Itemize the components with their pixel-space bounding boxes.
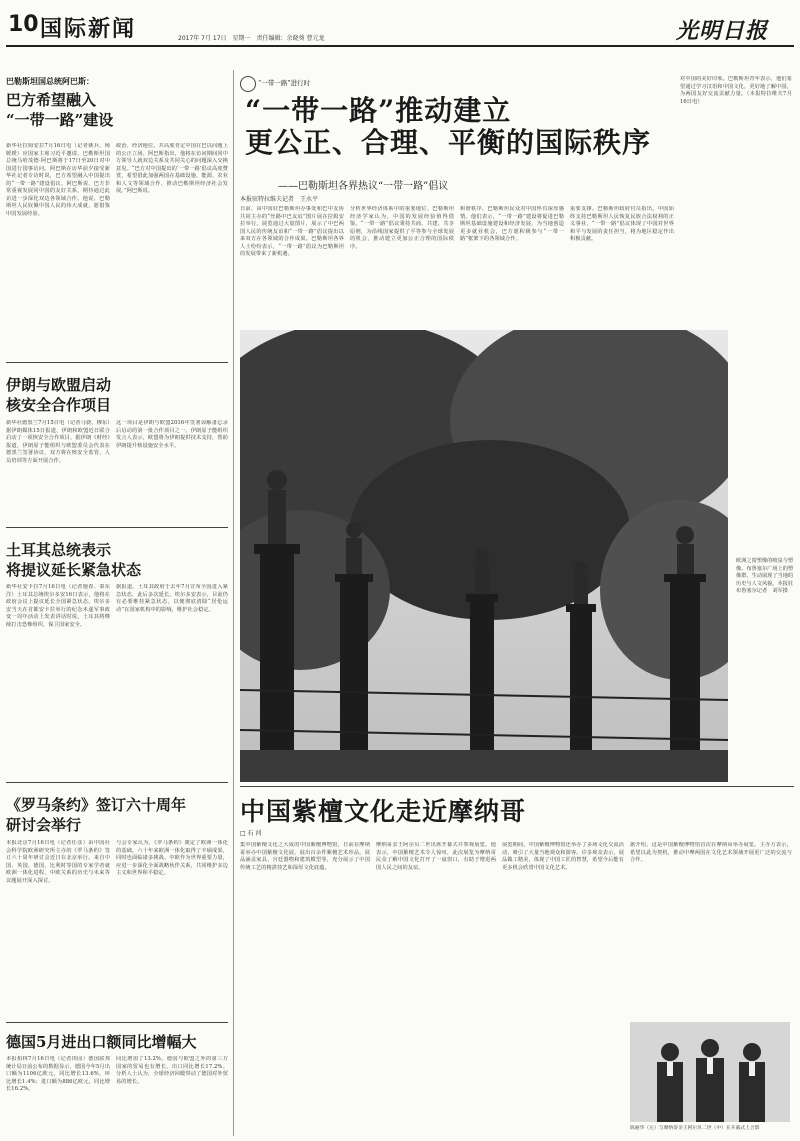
main-col2: 分析世界经济体系中的重要地位。巴勒斯坦经济学家认为，中国的发展经验值得借鉴。“一带一路”倡议秉持共商、共建、共享原则，为沿线国家提供了平等参与全球发展的机会，推动建立更加公正合理的国际秩序。	[350, 206, 454, 250]
people-illustration	[630, 1022, 790, 1122]
photo-caption: 欧洲之窗塑像的喷泉与塑像。布鲁塞尔广场上的塑像群，生动展现了当地的历史与人文风貌。本报驻布鲁塞尔记者 刘军摄	[736, 558, 794, 594]
main-col1: 日前，由中国驻巴勒斯坦办事处和巴中友协共同主办的“丝路中巴友谊”图片展在拉姆安拉举行。展览通过大量图片，展示了中巴两国人民的传统友谊和“一带一路”倡议提出以来双方在各领域的合作成果。巴勒斯坦各界人士纷纷表示，“一带一路”倡议为巴勒斯坦的发展带来了新机遇。	[240, 206, 344, 257]
section-title: 国际新闻	[40, 16, 137, 42]
article1-title-line: “一带一路”建设	[6, 111, 114, 129]
article5-title-line: 德国5月进出口额同比增幅大	[6, 1033, 197, 1051]
second-col4: 据介绍，这是中国紫檀博物馆首次在摩纳哥举办展览。主办方表示，希望以此为契机，推动中摩两国在文化艺术领域开展更广泛的交流与合作。	[630, 842, 792, 863]
article1-title	[6, 90, 228, 130]
article3-col1: 新华社安卡拉7月16日电（记者施春、秦东洋）土耳其总统埃尔多安16日表示，他将在政府会议上提议延长全国紧急状态。埃尔多安当天在首都安卡拉举行的纪念未遂军事政变一周年活动上发表讲话时说，土耳其将继续打击恐怖组织，保卫国家安全。	[6, 584, 110, 628]
main-subtitle: ——巴勒斯坦各界热议“一带一路”倡议	[278, 181, 449, 192]
column-divider	[233, 70, 234, 1136]
header-rule	[6, 45, 794, 47]
second-col1: 集中国紫檀文化之大成的中国紫檀博物馆，日前在摩纳哥举办中国紫檀文化展，展出百余件紫檀艺术珍品。展品涵盖家具、宫廷器物和建筑模型等，充分展示了中国传统工艺的精湛技艺和深厚文化底蕴。	[240, 842, 370, 871]
article4-title-line: 《罗马条约》签订六十周年	[6, 796, 187, 814]
paper-logo: 光明日报	[676, 18, 769, 44]
main-headline-line: “一带一路”推动建立	[245, 94, 512, 127]
article3-title-line: 将提议延长紧急状态	[6, 561, 142, 579]
article2-title	[6, 375, 228, 415]
masthead	[0, 0, 800, 50]
article5-col2: 同比增加了13.2%。德国与欧盟之外的第三方国家的贸易也有增长，出口同比增长17.2%。分析人士认为，全球经济回暖带动了德国对外贸易的增长。	[116, 1056, 228, 1085]
main-col4: 重要支撑。巴勒斯坦政府官员指出，中国始终支持巴勒斯坦人民恢复民族合法权利的正义事业，“一带一路”倡议体现了中国对世界和平与发展的责任担当，将为地区稳定作出积极贡献。	[570, 206, 674, 242]
article1-title-line: 巴方希望融入	[6, 91, 97, 109]
article3-title	[6, 540, 228, 580]
main-headline-line: 更公正、合理、平衡的国际秩序	[245, 126, 652, 159]
article4-title-line: 研讨会举行	[6, 816, 82, 834]
statue-photo	[240, 330, 728, 782]
divider	[6, 782, 228, 783]
article2-title-line: 伊朗与欧盟启动	[6, 376, 112, 394]
statue-illustration	[240, 330, 728, 782]
article4-col1: 本报北京7月16日电（记者任彦）由中国社会科学院欧洲研究所主办的《罗马条约》签订六十周年研讨会近日在北京举行。来自中国、英国、德国、比利时等国的专家学者就欧洲一体化进程、中欧关系的历史与未来等议题展开深入探讨。	[6, 840, 110, 884]
article3-col2: 据报道，土耳其政府于去年7月宣布全国进入紧急状态，此后多次延长。埃尔多安表示，目前仍有必要维持紧急状态，以便彻底清除“居伦运动”在国家机构中的影响，维护社会稳定。	[116, 584, 228, 613]
divider	[6, 1022, 228, 1023]
divider	[6, 527, 228, 528]
main-col5: 对中国的美好印象。巴勒斯坦青年表示，他们希望通过学习汉语和中国文化，更好地了解中国，为两国友好交流贡献力量。（本报特拉维夫7月16日电）	[680, 76, 792, 105]
article2-col1: 新华社德黑兰7月15日电（记者马骁、穆东）据伊朗媒体15日报道，伊朗和欧盟近日联合启动了一项核安全合作项目。据伊朗《财经》报道，伊朗原子能组织与欧盟委员会代表在德黑兰签署协议，双方将在核安全监管、人员培训等方面开展合作。	[6, 420, 110, 464]
article2-col2: 这一项目是伊朗与欧盟2016年签署谅解备忘录后启动的第一批合作项目之一。伊朗原子能组织发言人表示，欧盟将为伊朗提供技术支持，帮助伊朗提升核设施安全水平。	[116, 420, 228, 449]
second-col2: 摩纳哥亲王阿尔贝二世出席开幕式并参观展览。他表示，中国紫檀艺术令人惊叹，此次展览为摩纳哥民众了解中国文化打开了一扇窗口，有助于增进两国人民之间的友谊。	[376, 842, 496, 871]
article4-title	[6, 795, 228, 835]
divider	[6, 362, 228, 363]
people-photo-caption: 陈丽华（左）与摩纳哥亲王阿尔贝二世（中）在开幕式上合影	[630, 1126, 760, 1131]
second-headline: 中国紫檀文化走近摩纳哥	[240, 797, 527, 826]
article1-col1: 新华社拉姆安拉7月16日电（记者姚兵、杨媛媛）应国家主席习近平邀请，巴勒斯坦国总统马哈茂德·阿巴斯将于17日至20日对中国进行国事访问。阿巴斯在访华前夕接受新华社记者专访时说，巴方希望融入中国提出的“一带一路”建设倡议。阿巴斯说，巴方非常重视发展同中国的友好关系，期待通过此访进一步深化双边各领域合作。他说，巴勒斯坦人民钦佩中国人民的伟大成就，愿借鉴中国发展经验。	[6, 143, 110, 217]
column-tag: “一带一路”进行时	[258, 79, 311, 87]
tag-icon	[240, 76, 256, 92]
article3-title-line: 土耳其总统表示	[6, 541, 112, 559]
issue-info: 2017年 7月 17日 星期一 责任编辑：余晓葵 曹元龙	[178, 35, 325, 42]
article1-kicker: 巴勒斯坦国总统阿巴斯：	[6, 76, 94, 86]
second-col3: 展览期间，中国紫檀博物馆还举办了多场文化交流活动，吸引了大量当地观众和游客。许多观众表示，展品做工精美，体现了中国工匠的智慧，希望今后能有更多机会欣赏中国文化艺术。	[502, 842, 624, 871]
article5-col1: 本报柏林7月16日电（记者田园）德国联邦统计局日前公布的数据显示，德国今年5月出口额为1106亿欧元，同比增长13.6%，环比增长1.4%；进口额为886亿欧元，同比增长16.2%。	[6, 1056, 110, 1092]
main-byline: 本报驻特拉维夫记者 王水平	[240, 196, 319, 203]
article2-title-line: 核安全合作项目	[6, 396, 112, 414]
article4-col2: 与会专家认为，《罗马条约》奠定了欧洲一体化的基础，六十年来欧洲一体化取得了丰硕成果，同时也面临诸多挑战。中欧作为世界重要力量，应进一步深化全面战略伙伴关系，共同维护多边主义和世界和平稳定。	[116, 840, 228, 876]
article1-col2: 政治、经济地位，并高度肯定中国在巴以问题上的公正立场。阿巴斯指出，他将在访问期间同中方领导人就双边关系及共同关心的问题深入交换意见。“巴方对中国提出的‘一带一路’倡议高度赞赏，希望借此加强两国在基础设施、能源、农业和人文等领域合作，推动巴勒斯坦经济社会发展。”阿巴斯说。	[116, 143, 228, 194]
page-number: 10	[8, 12, 39, 37]
main-col3: 和谐秩序。巴勒斯坦民众对中国怀有深厚感情。他们表示，“一带一路”建设将促进巴勒斯坦基础设施建设和经济发展，为当地创造更多就业机会，巴方愿积极参与“一带一路”框架下的各领域合作。	[460, 206, 564, 242]
article5-title	[6, 1032, 228, 1052]
divider	[240, 786, 794, 787]
people-photo	[630, 1022, 790, 1122]
second-byline: □ 石 河	[240, 830, 262, 837]
